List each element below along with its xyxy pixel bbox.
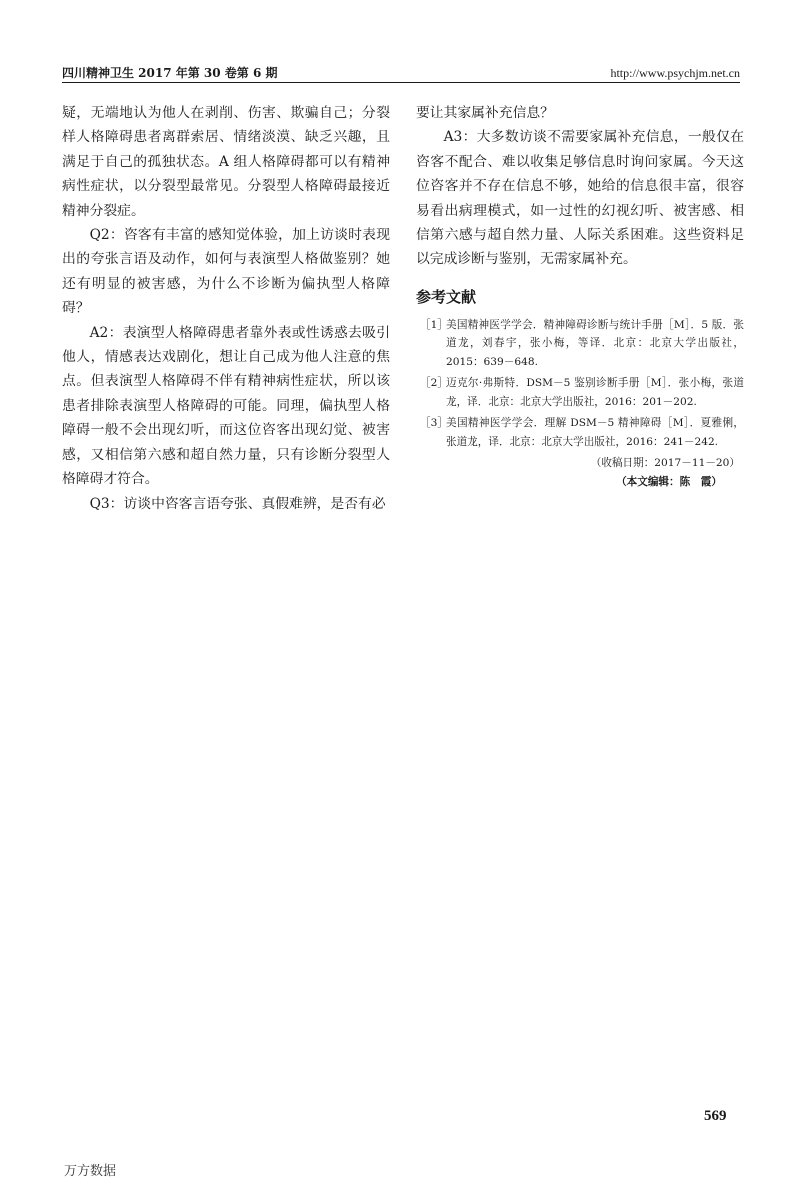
received-date: （收稿日期：2017－11－20） [590, 457, 740, 470]
page-number: 569 [704, 1108, 727, 1124]
paragraph: 疑，无端地认为他人在剥削、伤害、欺骗自己；分裂样人格障碍患者离群索居、情绪淡漠、缺乏兴趣，且满足于自己的孤独状态。A 组人格障碍都可以有精神病性症状，以分裂型最常见。分裂型人格障碍最接近精神分裂症。 [62, 105, 390, 219]
reference-item [416, 374, 744, 411]
paragraph: 要让其家属补充信息？ [416, 105, 554, 121]
reference-text: 迈克尔·弗斯特．DSM－5 鉴别诊断手册［M］．张小梅，张道龙，译．北京：北京大学出版社，2016：201－202. [446, 377, 744, 408]
reference-number: ［1］ [420, 318, 448, 331]
database-watermark: 万方数据 [64, 1164, 117, 1179]
reference-item [416, 414, 744, 451]
editor-note: （本文编辑：陈 霞） [616, 476, 722, 489]
paragraph: A3：大多数访谈不需要家属补充信息，一般仅在咨客不配合、难以收集足够信息时询问家属。今天这位咨客并不存在信息不够，她给的信息很丰富，很容易看出病理模式，如一过性的幻视幻听、被害感、相信第六感与超自然力量、人际关系困难。这些资料足以完成诊断与鉴别，无需家属补充。 [416, 129, 744, 268]
running-header [62, 64, 740, 83]
reference-item [416, 316, 744, 372]
reference-number: ［2］ [420, 377, 448, 390]
paragraph: A2：表演型人格障碍患者靠外表或性诱惑去吸引他人，情感表达戏剧化，想让自己成为他人注意的焦点。但表演型人格障碍不伴有精神病性症状，所以该患者排除表演型人格障碍的可能。同理，偏执型人格障碍一般不会出现幻听，而这位咨客出现幻觉、被害感，又相信第六感和超自然力量，只有诊断分裂型人格障碍才符合。 [62, 324, 390, 488]
paragraph: Q2：咨客有丰富的感知觉体验，加上访谈时表现出的夸张言语及动作，如何与表演型人格做鉴别？她还有明显的被害感，为什么不诊断为偏执型人格障碍？ [62, 227, 390, 317]
reference-text: 美国精神医学学会．理解 DSM－5 精神障碍［M］．夏雅俐，张道龙，译．北京：北京大学出版社，2016：241－242. [446, 417, 744, 448]
paragraph: Q3：访谈中咨客言语夸张、真假难辨，是否有必 [89, 495, 386, 512]
journal-issue: 四川精神卫生 2017 年第 30 卷第 6 期 [62, 66, 278, 80]
journal-url: http://www.psychjm.net.cn [610, 66, 740, 80]
reference-number: ［3］ [420, 417, 448, 430]
reference-text: 美国精神医学学会．精神障碍诊断与统计手册［M］．5 版．张道龙，刘春宇，张小梅，等译．北京：北京大学出版社，2015：639－648. [446, 318, 744, 368]
references-heading: 参考文献 [416, 287, 477, 306]
left-column [62, 101, 390, 516]
right-column [416, 101, 744, 492]
